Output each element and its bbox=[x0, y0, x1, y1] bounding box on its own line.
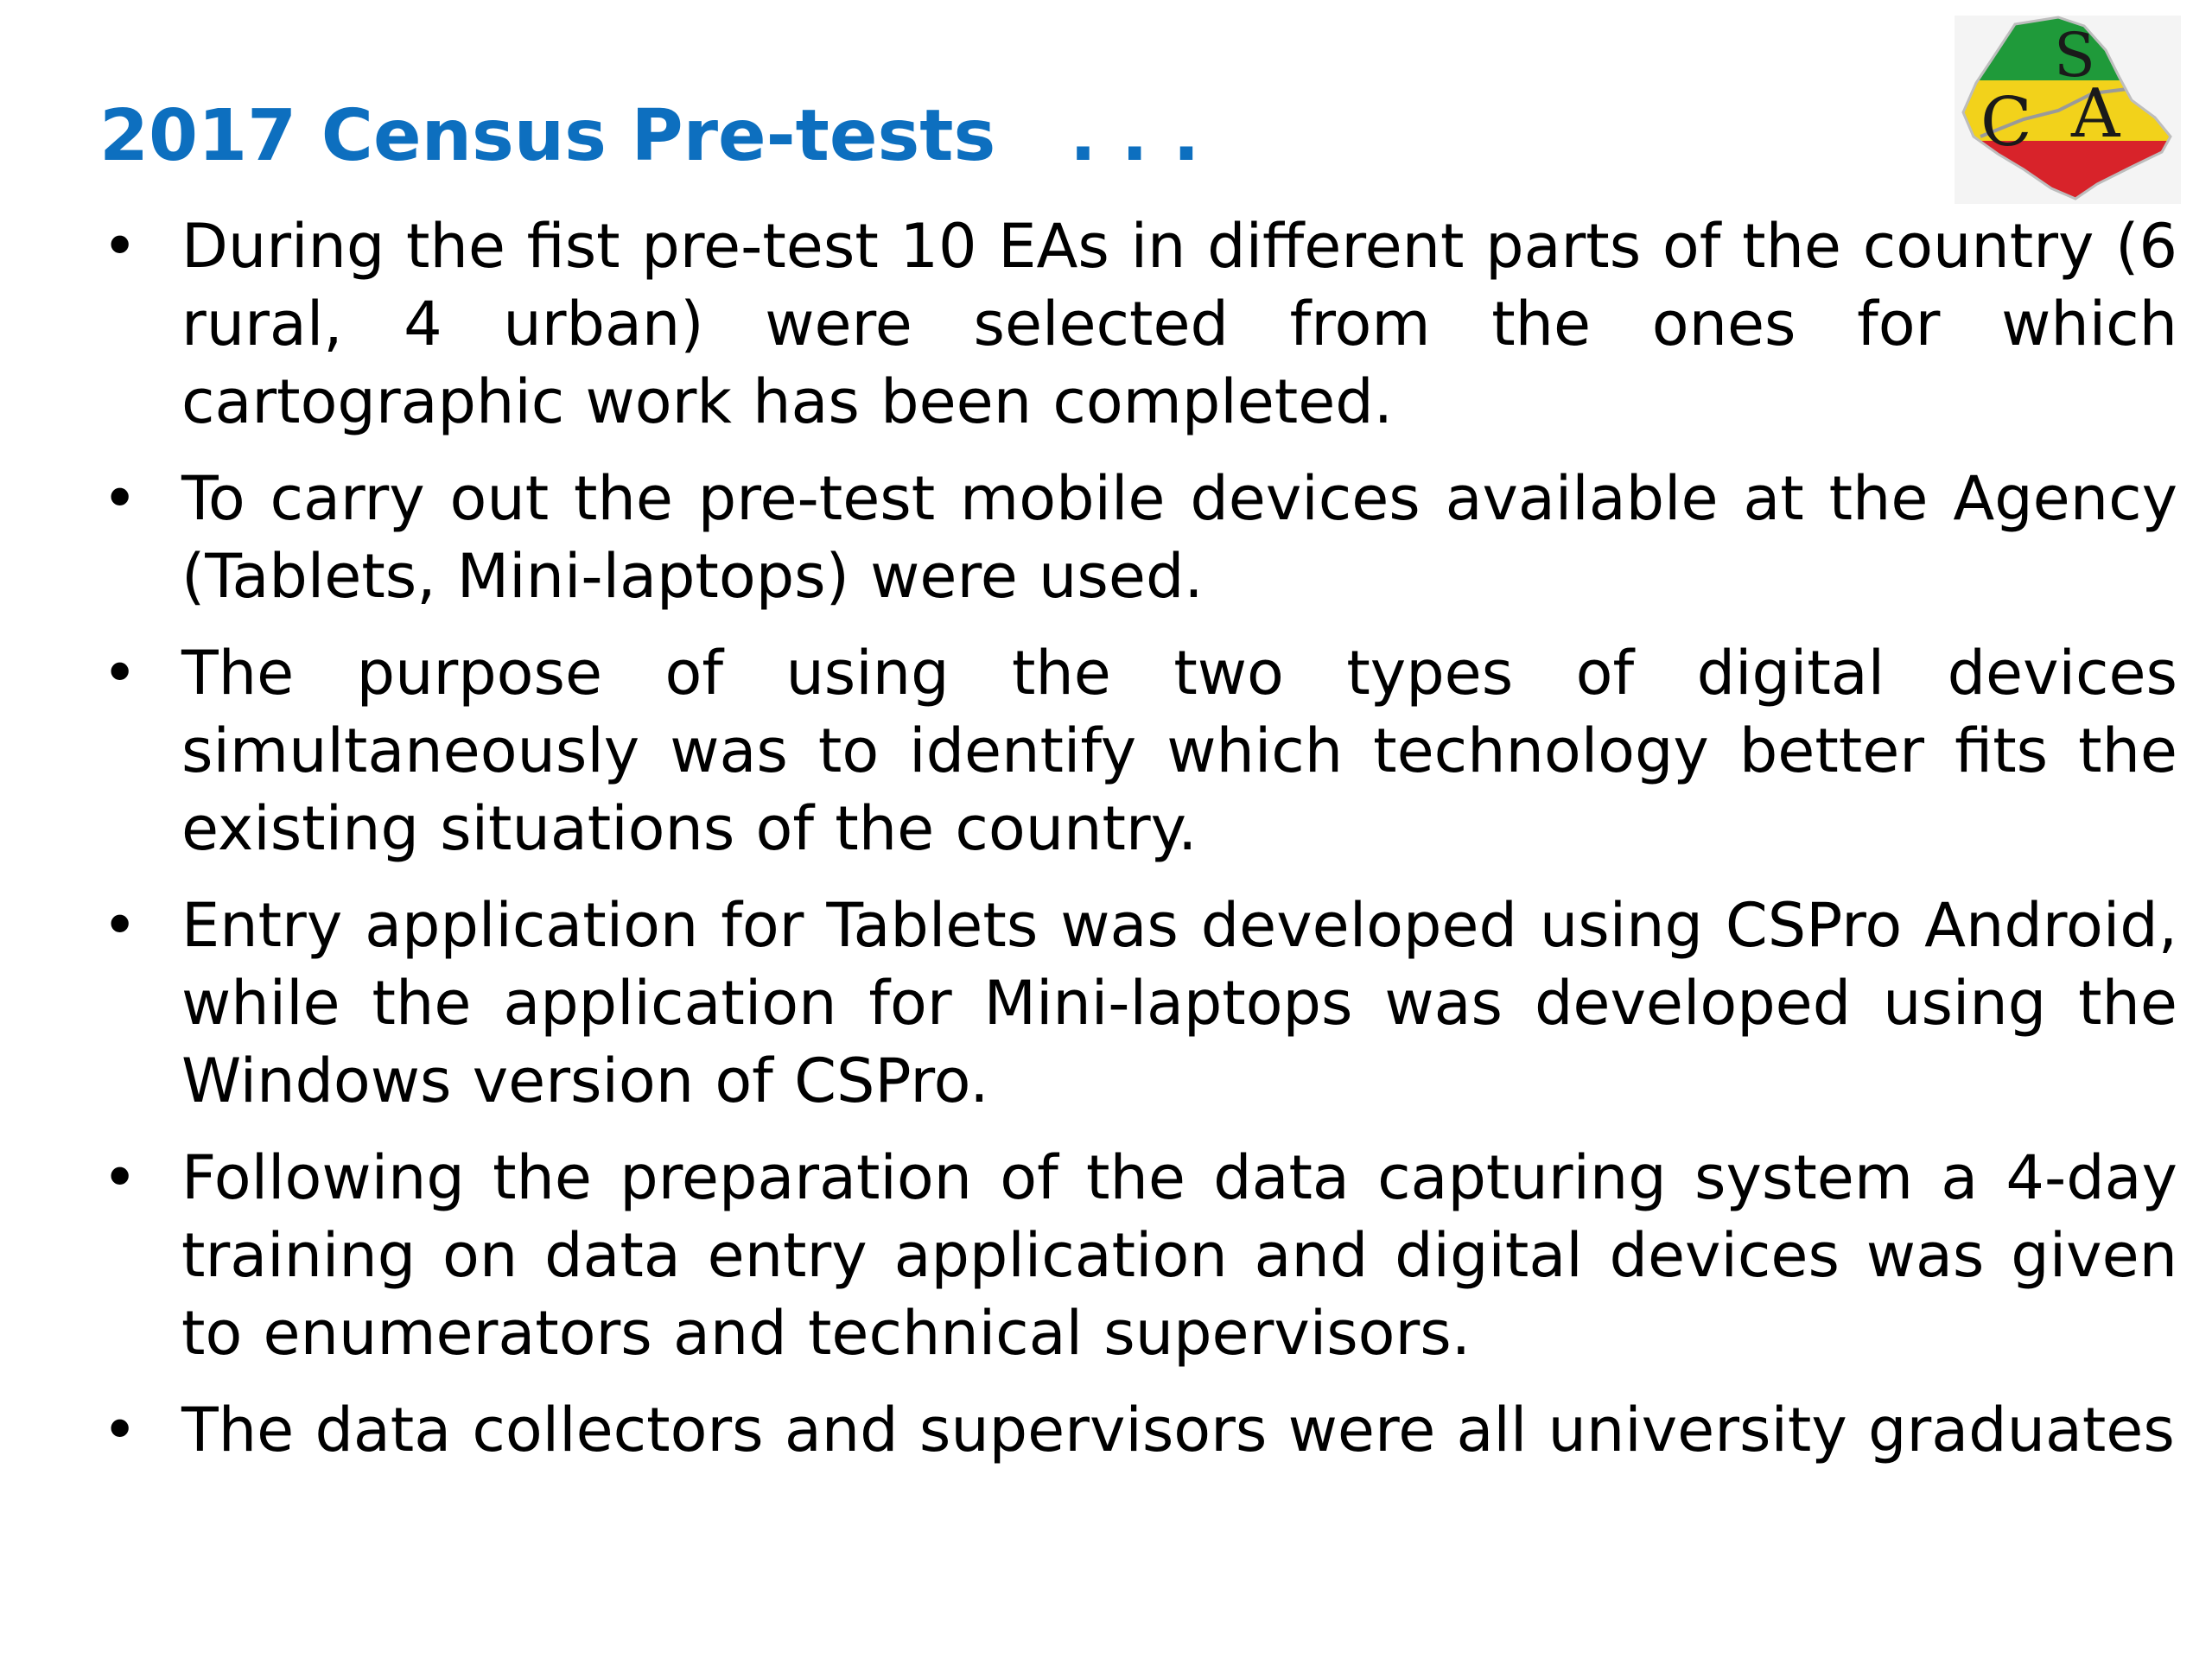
bullet-text: The purpose of using the two types of digital devices simultaneously was to identify which technology better fits the existing situations of the country. bbox=[181, 638, 2177, 864]
bullet-text: During the fist pre-test 10 EAs in different parts of the country (6 rural, 4 urban) were selected from the ones for which cartographic work has been completed. bbox=[181, 211, 2177, 437]
bullet-marker: • bbox=[102, 638, 138, 709]
bullet-text: Following the preparation of the data capturing system a 4-day training on data entry application and digital devices was given to enumerators and technical supervisors. bbox=[181, 1142, 2177, 1369]
bullet-marker: • bbox=[102, 211, 138, 282]
bullet-text: The data collectors and supervisors were all university graduates bbox=[181, 1395, 2175, 1465]
bullet-item bbox=[95, 634, 2177, 868]
bullet-list bbox=[95, 207, 2177, 1488]
bullet-marker: • bbox=[102, 463, 138, 534]
bullet-text: To carry out the pre-test mobile devices available at the Agency (Tablets, Mini-laptops) were used. bbox=[181, 463, 2177, 612]
bullet-item bbox=[95, 207, 2177, 441]
bullet-item bbox=[95, 887, 2177, 1120]
logo-letter-s: S bbox=[2054, 20, 2095, 91]
bullet-marker: • bbox=[102, 890, 138, 961]
bullet-item bbox=[95, 460, 2177, 615]
logo-letter-c: C bbox=[1980, 84, 2032, 162]
bullet-item bbox=[95, 1391, 2177, 1469]
logo-letter-a: A bbox=[2071, 75, 2120, 153]
slide-title: 2017 Census Pre-tests . . . bbox=[99, 95, 1200, 177]
bullet-text: Entry application for Tablets was developed using CSPro Android, while the application for Mini-laptops was developed using the Windows version of CSPro. bbox=[181, 890, 2177, 1116]
csa-logo bbox=[1955, 16, 2181, 204]
bullet-item bbox=[95, 1139, 2177, 1372]
bullet-marker: • bbox=[102, 1142, 138, 1213]
bullet-marker: • bbox=[102, 1395, 138, 1465]
